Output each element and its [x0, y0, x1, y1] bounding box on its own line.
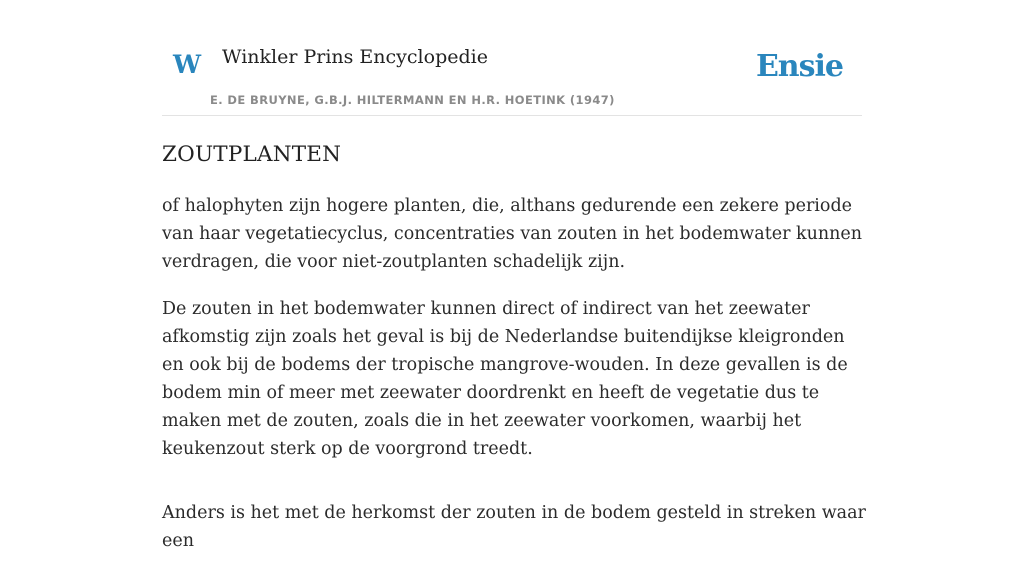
ensie-logo[interactable]: Ensie: [755, 49, 843, 84]
article-paragraph: De zouten in het bodemwater kunnen direct of indirect van het zeewater afkomstig zijn zoals het geval is bij de Nederlandse buitendijkse kleigronden en ook bij de bodems der tropische mangrove-wouden. In deze gevallen is de bodem min of meer met zeewater doordrenkt en heeft de vegetatie dus te maken met de zouten, zoals die in het zeewater voorkomen, waarbij het keukenzout sterk op de voorgrond treedt.: [162, 299, 848, 459]
entry-title: ZOUTPLANTEN: [162, 142, 342, 167]
article-paragraph: of halophyten zijn hogere planten, die, althans gedurende een zekere periode van haar vegetatiecyclus, concentraties van zouten in het bodemwater kunnen verdragen, die voor niet-zoutplanten schadelijk zijn.: [162, 196, 863, 272]
article-paragraph: Anders is het met de herkomst der zouten in de bodem gesteld in streken waar een: [162, 503, 866, 551]
source-byline: E. DE BRUYNE, G.B.J. HILTERMANN EN H.R. HOETINK (1947): [210, 93, 615, 107]
article: [162, 140, 867, 574]
site-header: [162, 0, 862, 116]
site-title: Winkler Prins Encyclopedie: [222, 46, 488, 68]
winkler-prins-logo[interactable]: W: [173, 50, 202, 79]
